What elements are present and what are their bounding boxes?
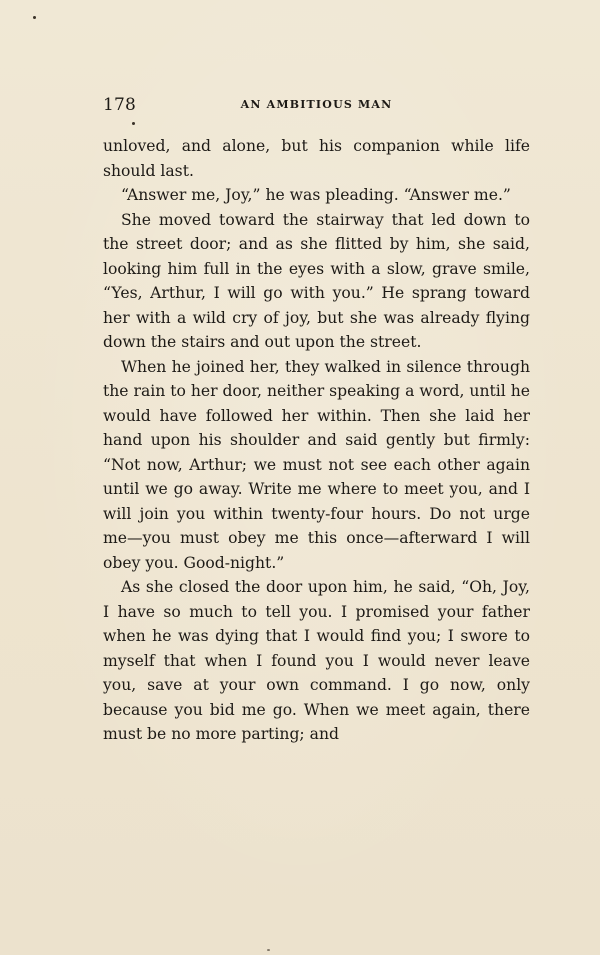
running-title: AN AMBITIOUS MAN (240, 98, 393, 111)
paragraph: As she closed the door upon him, he said, “Oh, Joy, I have so much to tell you. I promised your father when he was dying that I would find you; I swore to myself that when I found you I would never leave you, save at your own command. I go now, only because you bid me go. When we meet again, there must be no more parting; and (103, 578, 530, 743)
ink-speck (267, 949, 270, 951)
paragraph: “Answer me, Joy,” he was pleading. “Answer me.” (121, 186, 511, 204)
page-header (103, 95, 530, 117)
ink-speck (33, 16, 36, 19)
paragraph-continuation: unloved, and alone, but his companion while life should last. (103, 137, 530, 180)
paragraph: She moved toward the stairway that led down to the street door; and as she flitted by him, she said, looking him full in the eyes with a slow, grave smile, “Yes, Arthur, I will go with you.” He sprang toward her with a wild cry of joy, but she was already flying down the stairs and out upon the street. (103, 210, 530, 351)
paragraph: When he joined her, they walked in silence through the rain to her door, neither speaking a word, until he would have followed her within. Then she laid her hand upon his shoulder and said gently but firmly: “Not now, Arthur; we must not see each other again until we go away. Write me where to meet you, and I will join you within twenty-four hours. Do not urge me—you must obey me this once—afterward I will obey you. Good-night.” (103, 357, 530, 572)
body-text (103, 134, 530, 747)
ink-speck (132, 122, 135, 125)
page-number: 178 (103, 95, 137, 115)
